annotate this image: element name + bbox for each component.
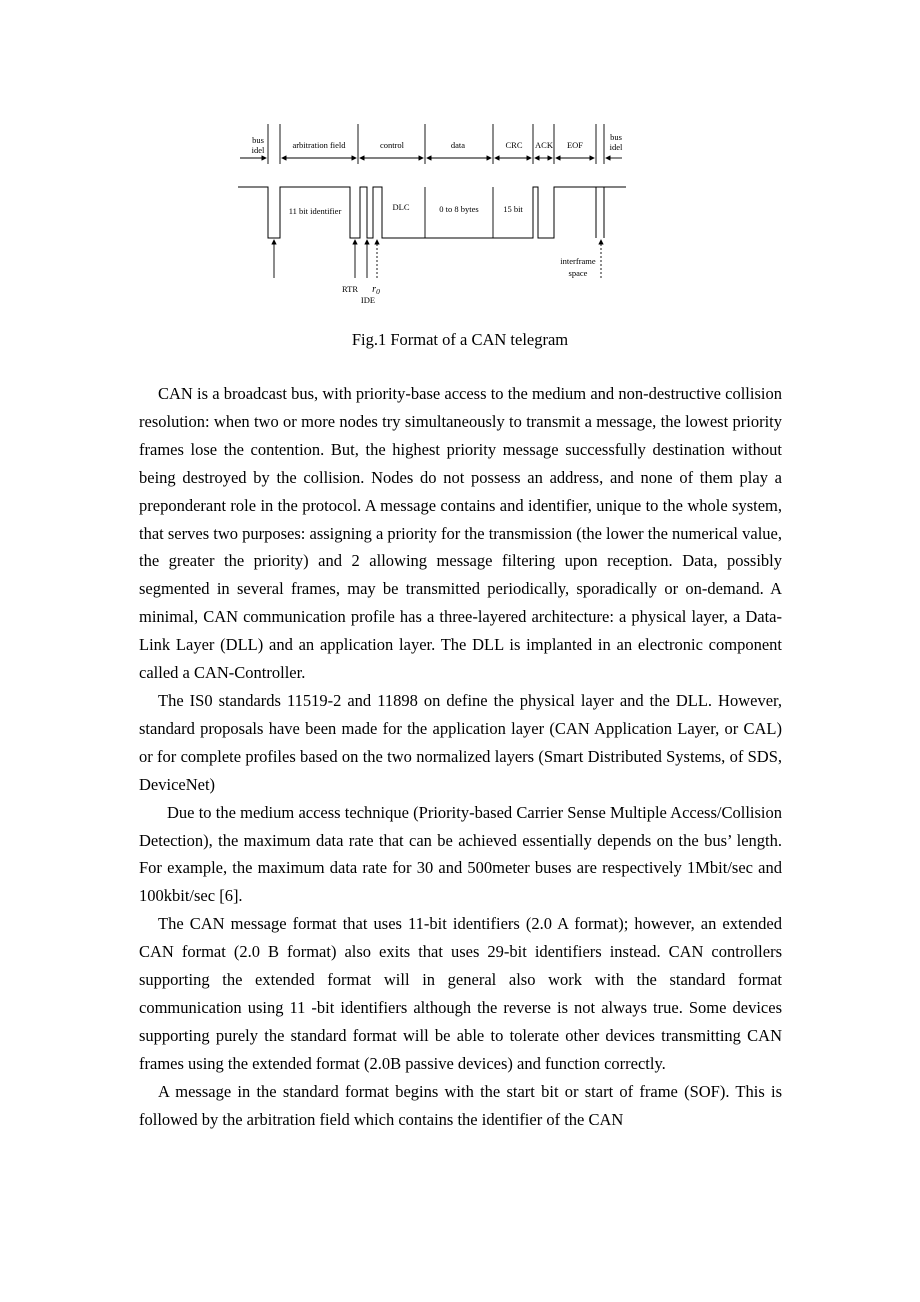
body-text <box>139 380 782 1133</box>
data-bytes-box-label: 0 to 8 bytes <box>439 204 479 214</box>
ide-label: IDE <box>360 295 376 305</box>
label-ack: ACK <box>535 140 553 150</box>
label-bus-idle-left-2: idel <box>251 145 265 155</box>
identifier-box-label: 11 bit identifier <box>288 206 342 216</box>
paragraph-can-broadcast: CAN is a broadcast bus, with priority-base access to the medium and non-destructive collision resolution: when two or more nodes try simultaneously to transmit a message, the lowest priority frames lose the contention. But, the highest priority message successfully destination without being destroyed by the collision. Nodes do not possess an address, and none of them play a preponderant role in the protocol. A message contains and identifier, unique to the whole system, that serves two purposes: assigning a priority for the transmission (the lower the numerical value, the greater the priority) and 2 allowing message filtering upon reception. Data, possibly segmented in several frames, may be transmitted periodically, sporadically or on-demand. A minimal, CAN communication profile has a three-layered architecture: a physical layer, a Data-Link Layer (DLL) and an application layer. The DLL is implanted in an electronic component called a CAN-Controller. <box>139 384 782 683</box>
interframe-label-1: interframe <box>560 256 596 266</box>
paragraph-message-format: The CAN message format that uses 11-bit identifiers (2.0 A format); however, an extended CAN format (2.0 B format) also exits that uses 29-bit identifiers instead. CAN controllers supporting the extended format will in general also work with the standard format communication using 11 -bit identifiers although the reverse is not always true. Some devices supporting purely the standard format will be able to tolerate other devices transmitting CAN frames using the extended format (2.0B passive devices) and function correctly. <box>139 914 782 1073</box>
paragraph-iso-standards: The IS0 standards 11519-2 and 11898 on define the physical layer and the DLL. However, standard proposals have been made for the application layer (CAN Application Layer, or CAL) or for complete profiles based on the two normalized layers (Smart Distributed Systems, of SDS, DeviceNet) <box>139 690 782 794</box>
paragraph-standard-format: A message in the standard format begins with the start bit or start of frame (SOF). This is followed by the arbitration field which contains the identifier of the CAN <box>139 1081 782 1129</box>
interframe-label-2: space <box>568 268 588 278</box>
label-control: control <box>379 140 405 150</box>
label-arbitration-field: arbitration field <box>292 140 346 150</box>
r0-sub: 0 <box>376 287 380 296</box>
label-bus-idle-right-2: idel <box>609 142 623 152</box>
label-crc: CRC <box>505 140 523 150</box>
figure-caption: Fig.1 Format of a CAN telegram <box>351 330 569 349</box>
label-bus-idle-left-1: bus <box>252 135 264 145</box>
r0-main: r <box>372 284 377 295</box>
label-data: data <box>450 140 466 150</box>
crc-bits-box-label: 15 bit <box>503 204 523 214</box>
paragraph-medium-access: Due to the medium access technique (Priority-based Carrier Sense Multiple Access/Collision Detection), the maximum data rate that can be achieved essentially depends on the bus’ length. For example, the maximum data rate for 30 and 500meter buses are respectively 1Mbit/sec and 100kbit/sec [6]. <box>139 802 782 906</box>
label-eof: EOF <box>566 140 584 150</box>
label-bus-idle-right-1: bus <box>610 132 622 142</box>
can-telegram-figure <box>230 118 630 310</box>
pointer-arrows <box>274 240 367 278</box>
rtr-label: RTR <box>341 284 359 294</box>
dlc-box-label: DLC <box>392 202 410 212</box>
can-frame-diagram <box>230 118 630 310</box>
